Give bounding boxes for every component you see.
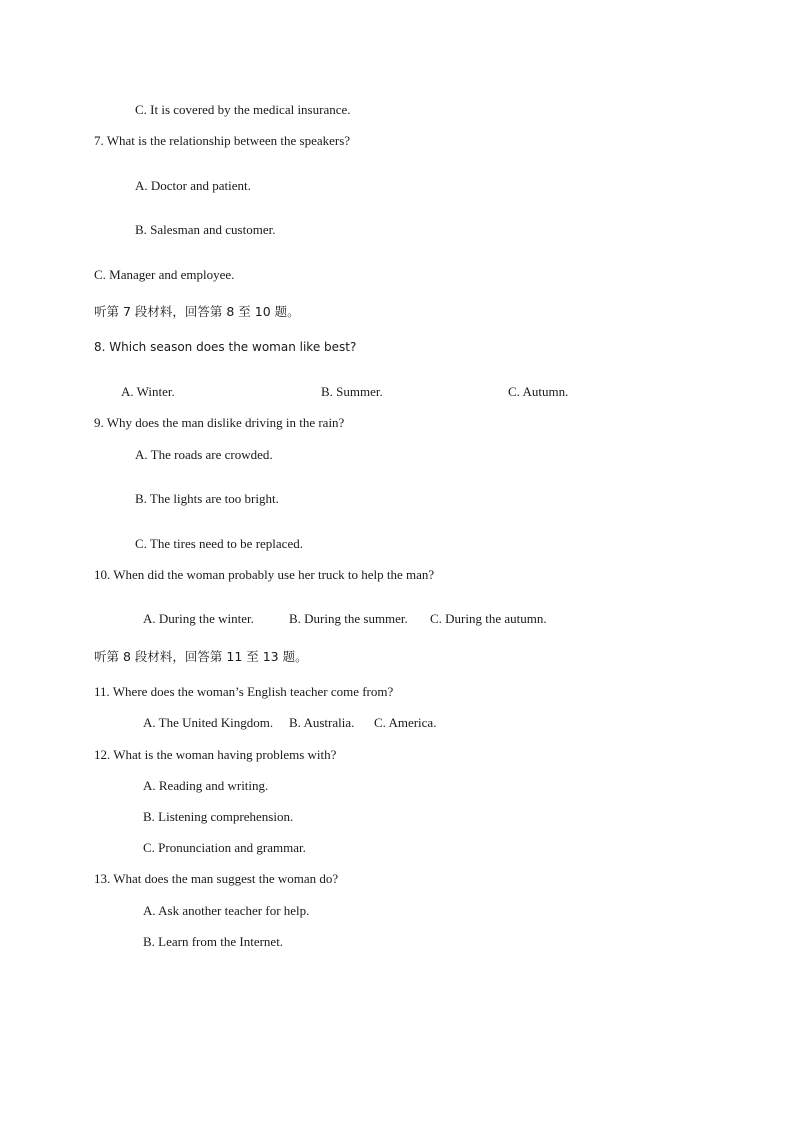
option-text: A. Ask another teacher for help.	[143, 903, 310, 918]
option-text: C. Pronunciation and grammar.	[143, 840, 306, 855]
option-text: B. Australia.	[289, 715, 355, 730]
option-text: C. America.	[374, 715, 437, 730]
option-text: A. During the winter.	[143, 611, 254, 626]
option-text: C. During the autumn.	[430, 611, 547, 626]
option-text: C. It is covered by the medical insurance.	[135, 102, 351, 117]
question-text: 8. Which season does the woman like best?	[94, 340, 357, 354]
question-text: 13. What does the man suggest the woman do?	[94, 871, 339, 886]
option-text: C. The tires need to be replaced.	[135, 536, 303, 551]
question-text: 9. Why does the man dislike driving in the rain?	[94, 415, 345, 430]
option-text: B. The lights are too bright.	[135, 491, 279, 506]
option-text: C. Autumn.	[508, 384, 569, 399]
option-text: A. Winter.	[121, 384, 175, 399]
option-text: A. The United Kingdom.	[143, 715, 274, 730]
section-heading: 听第 7 段材料，回答第 8 至 10 题。	[94, 304, 300, 319]
option-text: B. Learn from the Internet.	[143, 934, 284, 949]
question-text: 12. What is the woman having problems with?	[94, 747, 337, 762]
question-text: 11. Where does the woman’s English teacher come from?	[94, 684, 394, 699]
option-text: C. Manager and employee.	[94, 267, 235, 282]
question-text: 10. When did the woman probably use her truck to help the man?	[94, 567, 435, 582]
question-text: 7. What is the relationship between the speakers?	[94, 133, 351, 148]
option-text: B. Summer.	[321, 384, 383, 399]
option-text: B. Salesman and customer.	[135, 222, 276, 237]
option-text: B. Listening comprehension.	[143, 809, 294, 824]
option-text: A. Doctor and patient.	[135, 178, 251, 193]
section-heading: 听第 8 段材料，回答第 11 至 13 题。	[94, 649, 308, 664]
option-text: B. During the summer.	[289, 611, 408, 626]
option-text: A. Reading and writing.	[143, 778, 269, 793]
option-text: A. The roads are crowded.	[135, 447, 273, 462]
